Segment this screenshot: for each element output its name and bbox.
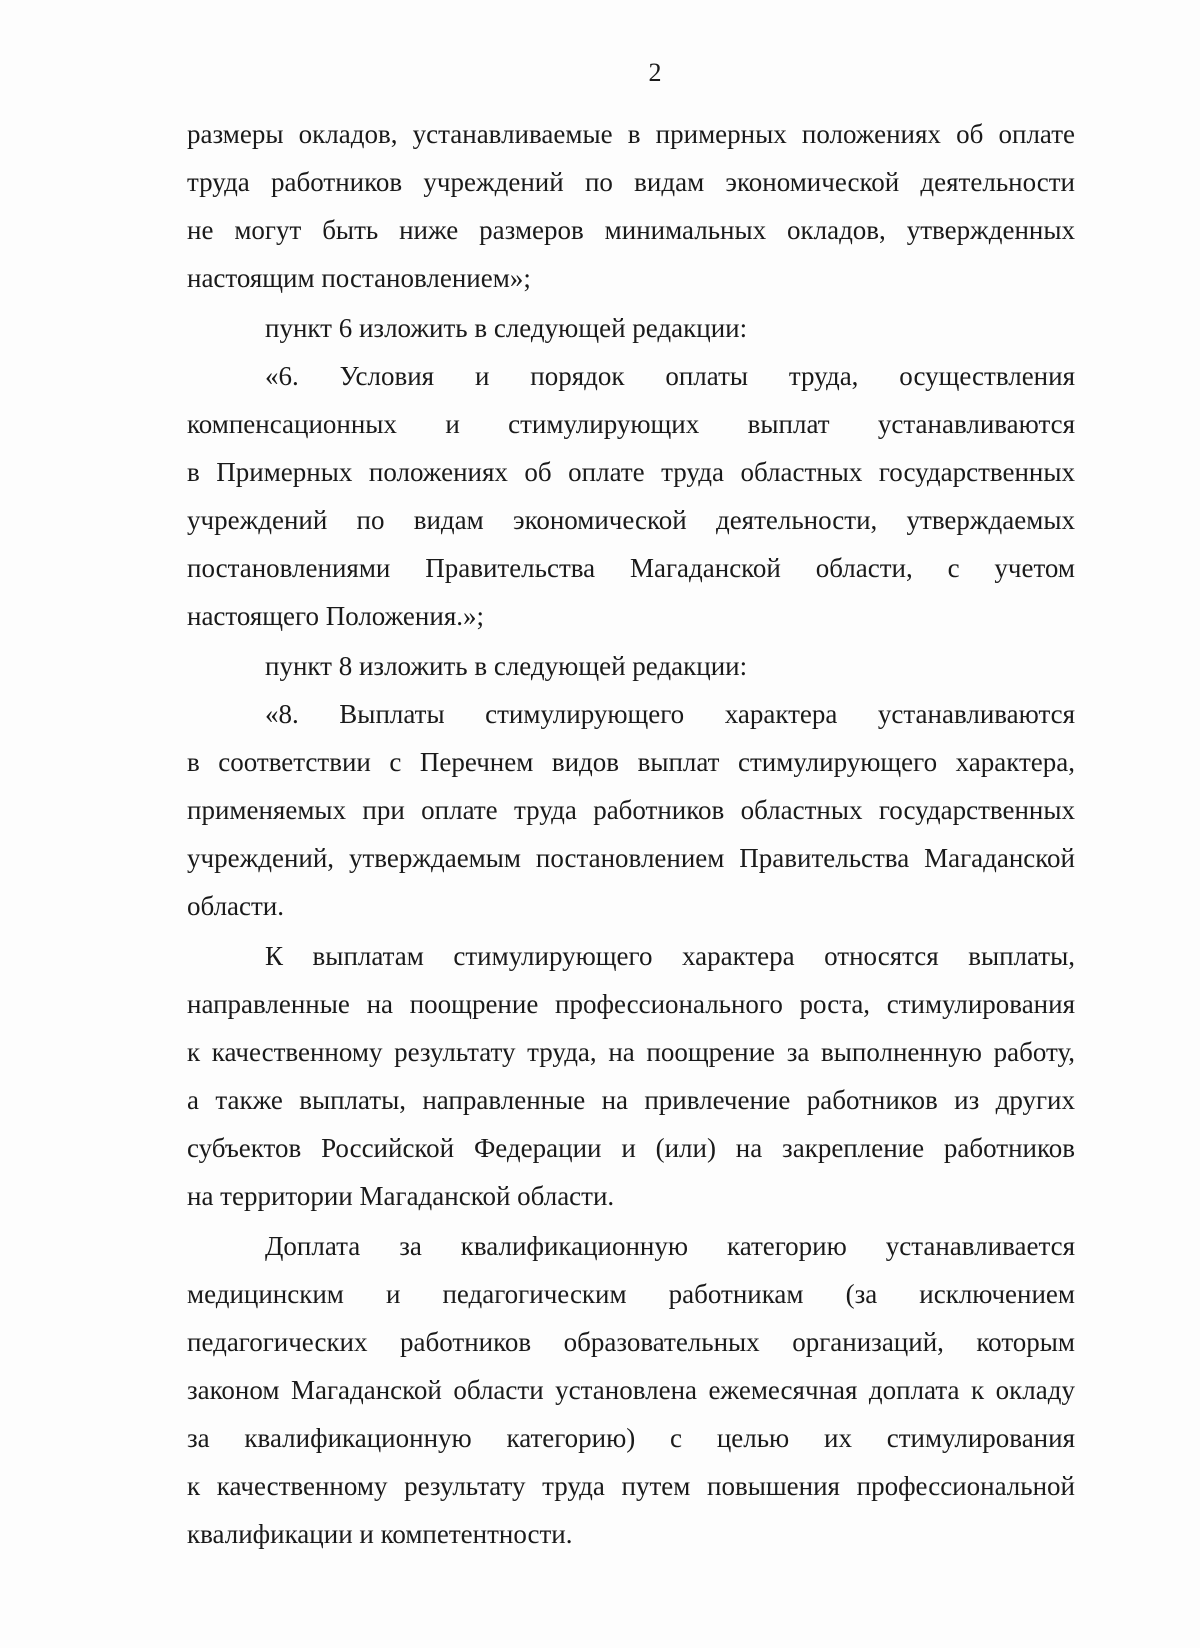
- text-line: пункт 8 изложить в следующей редакции:: [265, 651, 748, 681]
- text-line: педагогических работников образовательных организаций, которым: [187, 1327, 1075, 1357]
- text-line: учреждений, утверждаемым постановлением Правительства Магаданской: [187, 843, 1075, 873]
- text-line: направленные на поощрение профессионального роста, стимулирования: [187, 989, 1075, 1019]
- text-line: квалификации и компетентности.: [187, 1519, 573, 1549]
- text-line: учреждений по видам экономической деятельности, утверждаемых: [187, 505, 1075, 535]
- text-line: труда работников учреждений по видам экономической деятельности: [187, 167, 1075, 197]
- text-line: медицинским и педагогическим работникам (за исключением: [187, 1279, 1075, 1309]
- text-line: законом Магаданской области установлена ежемесячная доплата к окладу: [187, 1375, 1075, 1405]
- text-line: в соответствии с Перечнем видов выплат стимулирующего характера,: [187, 747, 1075, 777]
- text-line: к качественному результату труда, на поощрение за выполненную работу,: [187, 1037, 1075, 1067]
- text-line: а также выплаты, направленные на привлечение работников из других: [187, 1085, 1075, 1115]
- text-line: не могут быть ниже размеров минимальных окладов, утвержденных: [187, 215, 1075, 245]
- text-line: настоящим постановлением»;: [187, 263, 531, 293]
- text-line: «6. Условия и порядок оплаты труда, осуществления: [265, 361, 1075, 391]
- text-line: на территории Магаданской области.: [187, 1181, 615, 1211]
- paragraph-6: [187, 932, 1075, 1220]
- text-line: в Примерных положениях об оплате труда областных государственных: [187, 457, 1075, 487]
- text-line: постановлениями Правительства Магаданской области, с учетом: [187, 553, 1075, 583]
- paragraph-2: [187, 304, 1075, 352]
- text-line: области.: [187, 891, 285, 921]
- text-line: настоящего Положения.»;: [187, 601, 484, 631]
- text-line: «8. Выплаты стимулирующего характера устанавливаются: [265, 699, 1075, 729]
- text-line: за квалификационную категорию) с целью их стимулирования: [187, 1423, 1075, 1453]
- paragraph-1: [187, 110, 1075, 302]
- paragraph-4: [187, 642, 1075, 690]
- text-line: компенсационных и стимулирующих выплат устанавливаются: [187, 409, 1075, 439]
- paragraph-5: [187, 690, 1075, 930]
- text-line: пункт 6 изложить в следующей редакции:: [265, 313, 748, 343]
- text-line: субъектов Российской Федерации и (или) на закрепление работников: [187, 1133, 1075, 1163]
- text-line: размеры окладов, устанавливаемые в примерных положениях об оплате: [187, 119, 1075, 149]
- text-line: применяемых при оплате труда работников областных государственных: [187, 795, 1075, 825]
- page-number: 2: [648, 58, 662, 87]
- paragraph-7: [187, 1222, 1075, 1558]
- text-line: К выплатам стимулирующего характера относятся выплаты,: [265, 941, 1075, 971]
- paragraph-3: [187, 352, 1075, 640]
- text-line: Доплата за квалификационную категорию устанавливается: [265, 1231, 1075, 1261]
- text-line: к качественному результату труда путем повышения профессиональной: [187, 1471, 1075, 1501]
